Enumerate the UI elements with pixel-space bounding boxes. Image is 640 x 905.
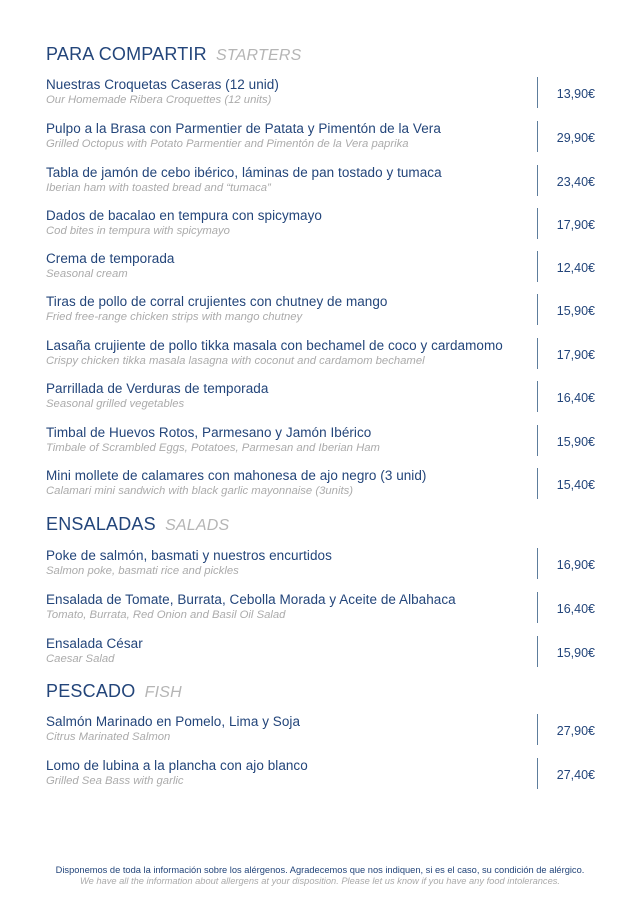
price-divider bbox=[537, 636, 538, 667]
item-description: Our Homemade Ribera Croquettes (12 units) bbox=[46, 94, 272, 106]
menu-item bbox=[46, 758, 606, 794]
menu-item bbox=[46, 381, 606, 417]
item-description: Grilled Octopus with Potato Parmentier and Pimentón de la Vera paprika bbox=[46, 138, 409, 150]
item-price: 16,40€ bbox=[556, 602, 595, 616]
item-price: 27,40€ bbox=[556, 768, 595, 782]
item-name: Pulpo a la Brasa con Parmentier de Patata y Pimentón de la Vera bbox=[46, 121, 441, 136]
price-divider bbox=[537, 425, 538, 456]
item-name: Dados de bacalao en tempura con spicymayo bbox=[46, 208, 322, 223]
price-divider bbox=[537, 338, 538, 369]
item-price: 23,40€ bbox=[556, 175, 595, 189]
menu-item bbox=[46, 468, 606, 504]
item-name: Mini mollete de calamares con mahonesa de ajo negro (3 unid) bbox=[46, 468, 427, 483]
price-divider bbox=[537, 758, 538, 789]
allergen-notice-en: We have all the information about allergens at your disposition. Please let us know if you have any food intolerances. bbox=[80, 876, 560, 886]
price-divider bbox=[537, 251, 538, 282]
item-description: Salmon poke, basmati rice and pickles bbox=[46, 565, 239, 577]
item-price: 15,40€ bbox=[556, 478, 595, 492]
item-price: 27,90€ bbox=[556, 724, 595, 738]
item-description: Grilled Sea Bass with garlic bbox=[46, 775, 184, 787]
item-description: Seasonal cream bbox=[46, 268, 128, 280]
item-name: Lomo de lubina a la plancha con ajo blanco bbox=[46, 758, 308, 773]
item-description: Seasonal grilled vegetables bbox=[46, 398, 185, 410]
section-title-es: PARA COMPARTIR bbox=[46, 44, 207, 64]
item-name: Poke de salmón, basmati y nuestros encurtidos bbox=[46, 548, 332, 563]
item-name: Nuestras Croquetas Caseras (12 unid) bbox=[46, 77, 279, 92]
item-price: 17,90€ bbox=[556, 218, 595, 232]
menu-item bbox=[46, 425, 606, 461]
item-name: Ensalada César bbox=[46, 636, 143, 651]
price-divider bbox=[537, 548, 538, 579]
item-price: 29,90€ bbox=[556, 131, 595, 145]
price-divider bbox=[537, 165, 538, 196]
price-divider bbox=[537, 77, 538, 108]
item-description: Cod bites in tempura with spicymayo bbox=[46, 225, 230, 237]
item-name: Tabla de jamón de cebo ibérico, láminas de pan tostado y tumaca bbox=[46, 165, 442, 180]
menu-item bbox=[46, 338, 606, 374]
menu-item bbox=[46, 548, 606, 584]
section-title-en: FISH bbox=[144, 684, 182, 701]
item-name: Crema de temporada bbox=[46, 251, 175, 266]
item-price: 15,90€ bbox=[556, 646, 595, 660]
allergen-notice bbox=[0, 865, 640, 886]
item-description: Citrus Marinated Salmon bbox=[46, 731, 171, 743]
price-divider bbox=[537, 294, 538, 325]
price-divider bbox=[537, 592, 538, 623]
item-description: Crispy chicken tikka masala lasagna with coconut and cardamom bechamel bbox=[46, 355, 425, 367]
section-title-fish bbox=[46, 681, 182, 702]
item-price: 17,90€ bbox=[556, 348, 595, 362]
section-title-en: SALADS bbox=[165, 517, 230, 534]
item-price: 15,90€ bbox=[556, 304, 595, 318]
item-name: Timbal de Huevos Rotos, Parmesano y Jamón Ibérico bbox=[46, 425, 372, 440]
item-price: 15,90€ bbox=[556, 435, 595, 449]
item-price: 16,40€ bbox=[556, 391, 595, 405]
menu-item bbox=[46, 636, 606, 672]
price-divider bbox=[537, 121, 538, 152]
allergen-notice-es: Disponemos de toda la información sobre los alérgenos. Agradecemos que nos indiquen, si es el caso, su condición de alérgico. bbox=[55, 865, 585, 875]
item-name: Ensalada de Tomate, Burrata, Cebolla Morada y Aceite de Albahaca bbox=[46, 592, 456, 607]
menu-item bbox=[46, 121, 606, 157]
menu-item bbox=[46, 208, 606, 244]
section-title-en: STARTERS bbox=[216, 47, 302, 64]
item-description: Fried free-range chicken strips with mango chutney bbox=[46, 311, 303, 323]
menu-item bbox=[46, 77, 606, 113]
menu-item bbox=[46, 294, 606, 330]
section-title-starters bbox=[46, 44, 302, 65]
menu-item bbox=[46, 714, 606, 750]
item-description: Timbale of Scrambled Eggs, Potatoes, Parmesan and Iberian Ham bbox=[46, 442, 380, 454]
item-description: Calamari mini sandwich with black garlic mayonnaise (3units) bbox=[46, 485, 354, 497]
item-name: Tiras de pollo de corral crujientes con chutney de mango bbox=[46, 294, 388, 309]
item-name: Lasaña crujiente de pollo tikka masala con bechamel de coco y cardamomo bbox=[46, 338, 503, 353]
item-price: 12,40€ bbox=[556, 261, 595, 275]
item-price: 13,90€ bbox=[556, 87, 595, 101]
section-title-es: ENSALADAS bbox=[46, 514, 156, 534]
price-divider bbox=[537, 381, 538, 412]
price-divider bbox=[537, 208, 538, 239]
menu-item bbox=[46, 251, 606, 287]
item-description: Caesar Salad bbox=[46, 653, 115, 665]
section-title-es: PESCADO bbox=[46, 681, 136, 701]
price-divider bbox=[537, 714, 538, 745]
section-title-salads bbox=[46, 514, 229, 535]
menu-item bbox=[46, 592, 606, 628]
menu-item bbox=[46, 165, 606, 201]
item-price: 16,90€ bbox=[556, 558, 595, 572]
price-divider bbox=[537, 468, 538, 499]
item-name: Parrillada de Verduras de temporada bbox=[46, 381, 269, 396]
item-description: Iberian ham with toasted bread and “tumaca” bbox=[46, 182, 271, 194]
item-description: Tomato, Burrata, Red Onion and Basil Oil Salad bbox=[46, 609, 286, 621]
item-name: Salmón Marinado en Pomelo, Lima y Soja bbox=[46, 714, 301, 729]
